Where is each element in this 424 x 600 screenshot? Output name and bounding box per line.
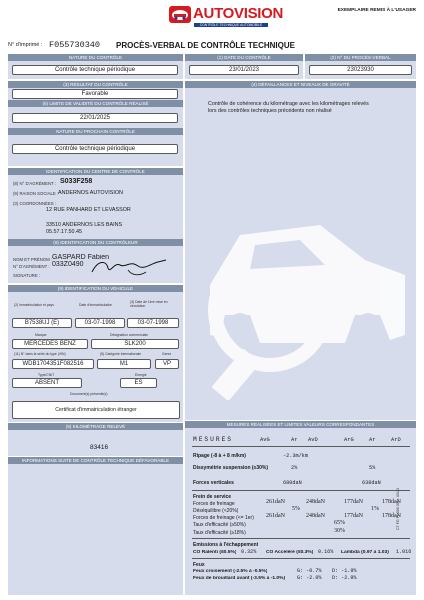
docs-label: Document(s) présenté(s) bbox=[70, 392, 108, 396]
prochain-field: Contrôle technique périodique bbox=[12, 144, 178, 154]
desequilibre-value-ar: 1% bbox=[371, 506, 379, 512]
imprime-label: N° d'imprimé : bbox=[8, 42, 43, 48]
date-field: 23/01/2023 bbox=[189, 65, 299, 75]
num-pv-header: (2) N° DU PROCÈS-VERBAL bbox=[305, 54, 416, 61]
genre-field: VP bbox=[155, 359, 179, 369]
centre-address2: 33510 ANDERNOS LES BAINS bbox=[46, 222, 123, 228]
vin-label: (11) N° dans la série du type (VIN) bbox=[14, 352, 66, 356]
mesures-divider-4 bbox=[192, 558, 410, 559]
feux-brouillard-d: D: -2.9% bbox=[332, 575, 357, 581]
date-header: (1) DATE DU CONTRÔLE bbox=[185, 54, 303, 61]
forces-freinage-v2: 248daN bbox=[306, 499, 325, 505]
controleur-nom-label: NOM ET PRÉNOM : bbox=[13, 257, 53, 262]
frein-service-label: Frein de service bbox=[193, 494, 232, 500]
co-accel-label: CO Accéléré (≤0.3%) bbox=[266, 550, 314, 555]
feux-label: Feux bbox=[193, 562, 205, 568]
dissym-susp-value-av: 2% bbox=[291, 465, 298, 471]
date-mec-label: (3) Date de 1ère mise en circulation bbox=[130, 300, 168, 308]
side-code: CT FG FL 000 001 - 03/23 bbox=[396, 488, 400, 530]
controleur-nom-value: GASPARD Fabien bbox=[52, 254, 110, 261]
result-field: Favorable bbox=[12, 89, 178, 99]
taux-eff-value: 65% bbox=[334, 520, 345, 526]
km-value: 83416 bbox=[90, 444, 109, 451]
emissions-label: Émissions à l'échappement bbox=[193, 542, 259, 548]
centre-agrement-label: (8) N° D'AGRÉMENT : bbox=[13, 181, 57, 186]
centre-address1: 12 RUE PANHARD ET LEVASSOR bbox=[46, 207, 131, 213]
taux-eff2-label: Taux d'efficacité (≥18%) bbox=[193, 530, 246, 536]
col-avd: AvD bbox=[308, 437, 318, 443]
mesures-divider-3 bbox=[192, 538, 410, 539]
col-ar-2: Ar bbox=[369, 437, 376, 443]
forces-freinage-v4: 178daN bbox=[382, 499, 401, 505]
watermark-car-icon bbox=[200, 165, 415, 400]
lambda-label: Lambda (0.97 à 1.03) bbox=[341, 550, 389, 555]
controleur-agrement-label: N° D'AGRÉMENT : bbox=[13, 264, 50, 269]
defav-panel bbox=[8, 457, 183, 595]
forces-freinage2-v4: 178daN bbox=[382, 513, 401, 519]
immat-label: (2) Immatriculation et pays bbox=[14, 303, 54, 307]
centre-phone: 05.57.17.50.45 bbox=[46, 229, 82, 235]
energie-field: ES bbox=[120, 378, 157, 388]
brand-logo bbox=[169, 6, 191, 23]
col-arg: ArG bbox=[344, 437, 354, 443]
controleur-header: (8) IDENTIFICATION DU CONTRÔLEUR bbox=[8, 239, 183, 246]
marque-field: MERCEDES BENZ bbox=[12, 339, 88, 349]
mesures-header: MESURES RÉALISÉES ET LIMITES VALEURS CORRESPONDANTES bbox=[185, 421, 416, 428]
categorie-field: M1 bbox=[97, 359, 151, 369]
feux-croisement-d: D: -1.9% bbox=[332, 568, 357, 574]
lambda-value: 1.016 bbox=[396, 549, 412, 555]
taux-eff2-value: 30% bbox=[334, 528, 345, 534]
mesures-heading: MESURES bbox=[193, 436, 233, 443]
controleur-agrement-value: 033Z0490 bbox=[52, 261, 84, 268]
forces-freinage2-v1: 261daN bbox=[266, 513, 285, 519]
vehicule-header: (9) IDENTIFICATION DU VÉHICULE bbox=[8, 285, 183, 292]
col-avg: AvG bbox=[260, 437, 270, 443]
forces-verticales-label: Forces verticales bbox=[193, 480, 234, 486]
marque-label: Marque bbox=[35, 333, 47, 337]
forces-freinage2-v2: 248daN bbox=[306, 513, 325, 519]
nature-field: Contrôle technique périodique bbox=[12, 65, 178, 75]
type-label: Type/CNIT bbox=[38, 373, 55, 377]
co-accel-value: 0.16% bbox=[318, 549, 334, 555]
centre-raison-value: ANDERNOS AUTOVISION bbox=[58, 190, 123, 196]
defaillances-header: (4) DÉFAILLANCES ET NIVEAUX DE GRAVITÉ bbox=[185, 81, 416, 88]
designation-field: SLK200 bbox=[91, 339, 179, 349]
co-ralenti-value: 0.32% bbox=[241, 549, 257, 555]
date1-field: 03-07-1998 bbox=[75, 318, 125, 328]
forces-freinage2-v3: 177daN bbox=[344, 513, 363, 519]
forces-freinage-v3: 177daN bbox=[344, 499, 363, 505]
dissym-susp-label: Dissymétrie suspension (≤30%) bbox=[193, 465, 268, 471]
forces-freinage-label: Forces de freinage bbox=[193, 501, 235, 507]
validite-field: 22/01/2025 bbox=[12, 113, 178, 123]
date-mec-field: 03-07-1998 bbox=[127, 318, 179, 328]
ripage-value: -2.3m/km bbox=[283, 453, 308, 459]
desequilibre-value-av: 5% bbox=[292, 506, 300, 512]
defaillances-text: Contrôle de cohérence du kilométrage avec les kilométrages relevés lors des contrôles techniques précédents non réalisé bbox=[208, 101, 369, 114]
mesures-divider-1 bbox=[192, 446, 410, 447]
type-field: ABSENT bbox=[12, 378, 82, 388]
mesures-divider-2 bbox=[192, 490, 410, 491]
feux-croisement-label: Feux croisement (-2.5% à -0.5%) bbox=[193, 569, 268, 574]
imprime-value: F055730340 bbox=[49, 40, 101, 50]
forces-verticales-value-av: 680daN bbox=[283, 480, 302, 486]
km-header: (9) KILOMÉTRAGE RELEVÉ bbox=[8, 423, 183, 430]
validite-header: (5) LIMITE DE VALIDITÉ DU CONTRÔLE RÉALISÉ bbox=[8, 100, 183, 107]
signature-image bbox=[88, 256, 170, 280]
date1-label: Date d'immatriculation bbox=[79, 303, 113, 307]
nature-header: NATURE DU CONTRÔLE bbox=[8, 54, 183, 61]
vin-field: WDB1704351F082516 bbox=[12, 359, 94, 369]
centre-raison-label: (9) RAISON SOCIALE : bbox=[13, 191, 59, 196]
forces-freinage-v1: 261daN bbox=[266, 499, 285, 505]
copy-label: EXEMPLAIRE REMIS À L'USAGER bbox=[337, 8, 416, 13]
document-title: PROCÈS-VERBAL DE CONTRÔLE TECHNIQUE bbox=[116, 41, 295, 50]
controleur-signature-label: SIGNATURE : bbox=[13, 273, 41, 278]
feux-croisement-g: G: -0.7% bbox=[297, 568, 322, 574]
brand-tagline: CONTRÔLE TECHNIQUE AUTOMOBILE bbox=[194, 23, 268, 27]
centre-agrement-value: S033F258 bbox=[60, 178, 93, 185]
prochain-header: NATURE DU PROCHAIN CONTRÔLE bbox=[8, 128, 183, 135]
energie-label: Énergie bbox=[135, 373, 147, 377]
ripage-label: Ripage (-8 à + 8 m/km) bbox=[193, 453, 246, 459]
designation-label: Désignation commerciale bbox=[110, 333, 149, 337]
centre-header: IDENTIFICATION DU CENTRE DE CONTRÔLE bbox=[8, 168, 183, 175]
co-ralenti-label: CO Ralenti (≤0.5%) bbox=[193, 550, 237, 555]
feux-brouillard-g: G: -2.0% bbox=[297, 575, 322, 581]
num-pv-field: 23023930 bbox=[309, 65, 412, 75]
car-logo-icon bbox=[169, 6, 191, 23]
dissym-susp-value-ar: 5% bbox=[369, 465, 376, 471]
categorie-label: (5) Catégorie internationale bbox=[100, 352, 142, 356]
col-ar-1: Ar bbox=[291, 437, 298, 443]
genre-label: Genre bbox=[162, 352, 172, 356]
defav-header: INFORMATIONS SUITE DE CONTRÔLE TECHNIQUE DÉFAVORABLE bbox=[8, 457, 183, 464]
col-ard: ArD bbox=[391, 437, 401, 443]
immat-field: B7538UJ (E) bbox=[12, 318, 72, 328]
feux-brouillard-label: Feux de brouillard avant (-3.5% à -1.0%) bbox=[193, 576, 286, 581]
desequilibre-label: Déséquilibre (<20%) bbox=[193, 508, 239, 514]
centre-coord-label: (3) COORDONNÉES : bbox=[13, 201, 56, 206]
result-header: (3) RÉSULTAT DU CONTRÔLE bbox=[8, 81, 183, 88]
brand-name: AUTOVISION bbox=[193, 5, 284, 22]
forces-freinage2-label: Forces de freinage (<= 1er) bbox=[193, 515, 254, 521]
docs-field: Certificat d'immatriculation étranger bbox=[12, 401, 180, 419]
forces-verticales-value-ar: 638daN bbox=[362, 480, 381, 486]
taux-eff-label: Taux d'efficacité (≥50%) bbox=[193, 522, 246, 528]
